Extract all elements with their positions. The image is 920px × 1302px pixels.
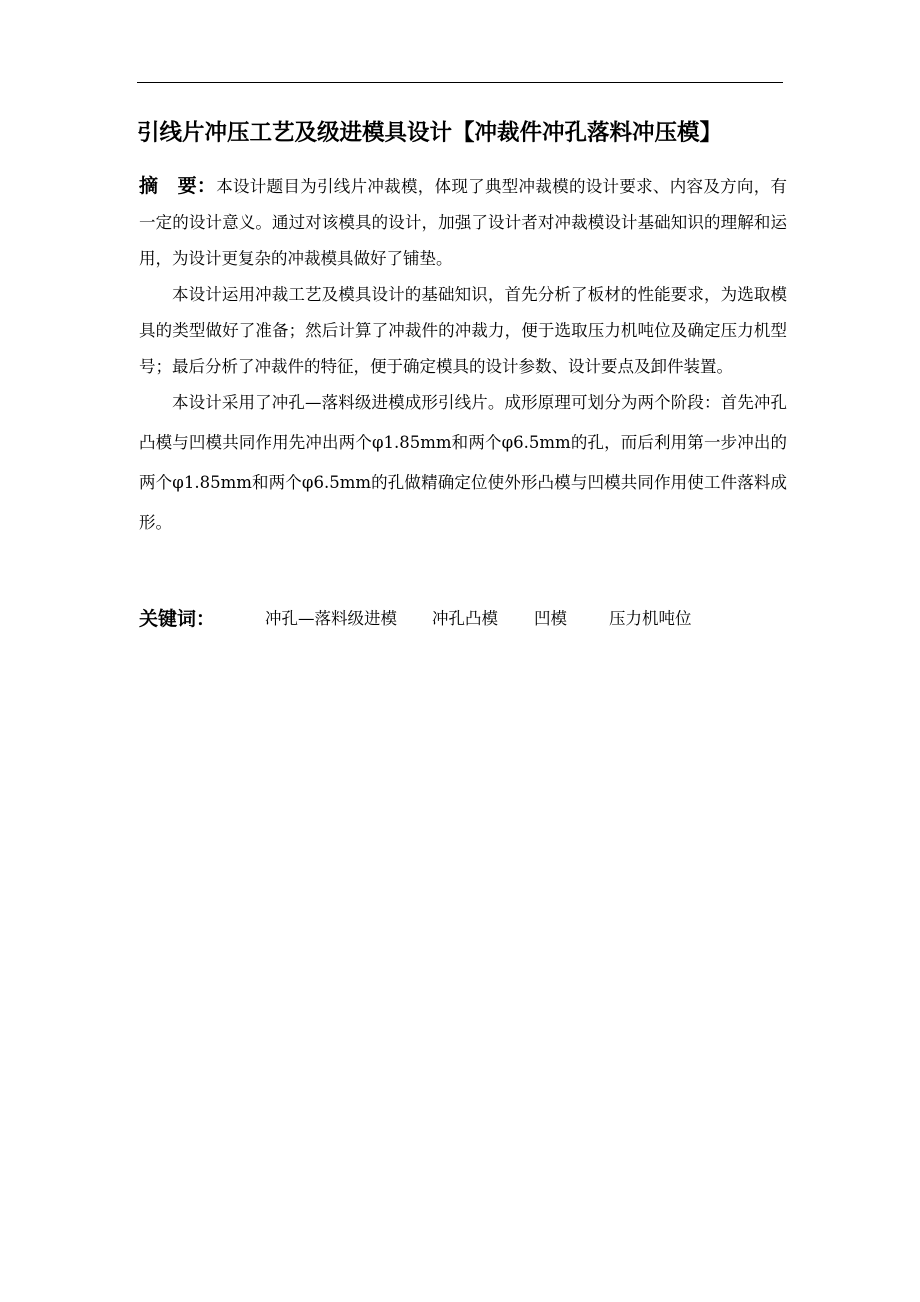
- keywords-section: [139, 603, 779, 639]
- keyword-item: 冲孔凸模: [432, 609, 498, 628]
- abstract-label: 摘 要：: [139, 175, 217, 197]
- header-rule: [137, 82, 783, 83]
- abstract-text-1: 本设计题目为引线片冲裁模，体现了典型冲裁模的设计要求、内容及方向，有一定的设计意义。通过对该模具的设计，加强了设计者对冲裁模设计基础知识的理解和运用，为设计更复杂的冲裁模具做好了铺垫。: [139, 177, 787, 268]
- abstract-section: [139, 168, 787, 543]
- keyword-item: 冲孔—落料级进模: [265, 609, 397, 628]
- abstract-paragraph-2: 本设计运用冲裁工艺及模具设计的基础知识，首先分析了板材的性能要求，为选取模具的类型做好了准备；然后计算了冲裁件的冲裁力，便于选取压力机吨位及确定压力机型号；最后分析了冲裁件的特征，便于确定模具的设计参数、设计要点及卸件装置。: [139, 285, 787, 376]
- keywords-label: 关键词：: [139, 608, 216, 630]
- document-title: 引线片冲压工艺及级进模具设计【冲裁件冲孔落料冲压模】: [137, 120, 723, 146]
- abstract-paragraph-3: 本设计采用了冲孔—落料级进模成形引线片。成形原理可划分为两个阶段：首先冲孔凸模与凹模共同作用先冲出两个φ1.85mm和两个φ6.5mm的孔，而后利用第一步冲出的两个φ1.85mm和两个φ6.5mm的孔做精确定位使外形凸模与凹模共同作用使工件落料成形。: [139, 393, 787, 532]
- abstract-paragraph-1: [139, 168, 787, 277]
- keyword-item: 凹模: [534, 609, 567, 628]
- keyword-item: 压力机吨位: [609, 609, 692, 628]
